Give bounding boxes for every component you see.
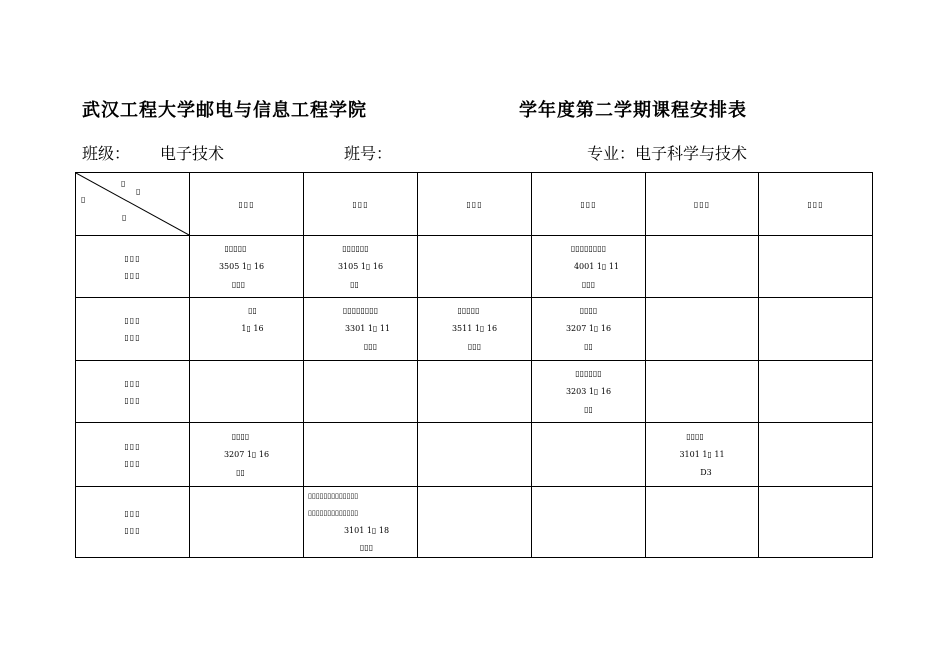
class-number-label: 班号： [344,144,393,163]
day-header-2: ▯▯▯ [304,173,418,236]
course-teacher: ▯▯▯ [363,342,378,351]
period-cell [76,298,190,361]
table-row [76,361,873,423]
class-value: 电子技术 [160,144,225,163]
course-cell [759,487,873,558]
course-cell [418,236,532,298]
school-title: 武汉工程大学邮电与信息工程学院 [82,100,367,121]
course-cell [532,361,646,423]
course-cell [304,487,418,558]
course-cell [304,236,418,298]
course-room-weeks: 3207 1▯ 16 [565,324,612,333]
course-cell [759,298,873,361]
course-cell [418,423,532,487]
course-cell [304,298,418,361]
course-name: ▯▯▯▯▯▯▯▯ [342,306,379,315]
table-row [76,423,873,487]
period-line: ▯▯▯ [124,333,141,342]
course-name: ▯▯▯▯▯▯▯▯ [570,243,607,253]
course-name: ▯▯▯▯ [686,431,704,441]
table-row [76,236,873,298]
course-cell [759,423,873,487]
period-cell [76,361,190,423]
period-line: ▯▯▯ [124,509,141,518]
table-row [76,487,873,558]
course-teacher: D3 [700,467,712,477]
course-name: ▯▯▯▯▯▯▯▯▯▯▯▯▯ [308,492,359,500]
course-teacher: ▯▯ [584,342,593,351]
course-cell [646,298,759,361]
course-cell [646,487,759,558]
course-cell [190,298,304,361]
period-line: ▯▯▯ [124,378,141,388]
course-name: ▯▯▯▯▯ [457,306,480,315]
course-room-weeks: 3105 1▯ 16 [337,261,384,271]
course-room-weeks: 3207 1▯ 16 [223,449,270,459]
course-cell [532,487,646,558]
course-name: ▯▯▯▯ [231,431,250,441]
term-title: 学年度第二学期课程安排表 [519,100,747,121]
day-header-1: ▯▯▯ [190,173,304,236]
course-cell [190,487,304,558]
period-line: ▯▯▯ [124,441,141,451]
period-line: ▯▯▯ [124,316,141,325]
day-header-6: ▯▯▯ [759,173,873,236]
course-teacher: ▯▯▯ [467,342,482,351]
corner-label-top: ▯ [121,179,126,188]
period-line: ▯▯▯ [124,253,141,263]
period-line: ▯▯▯ [124,270,141,280]
course-cell [646,236,759,298]
course-cell [532,236,646,298]
header-row [76,173,873,236]
course-cell [304,361,418,423]
class-label: 班级： [82,144,131,163]
course-cell [304,423,418,487]
course-cell [759,361,873,423]
course-cell [418,361,532,423]
course-room-weeks: 3101 1▯ 18 [343,526,390,535]
course-cell [190,361,304,423]
period-cell [76,487,190,558]
day-header-3: ▯▯▯ [418,173,532,236]
course-name: ▯▯▯▯▯ [224,243,247,253]
course-cell [190,423,304,487]
diagonal-line [76,173,189,235]
course-teacher: ▯▯ [236,467,245,477]
corner-cell [76,173,190,236]
day-header-4: ▯▯▯ [532,173,646,236]
course-room-weeks: 3301 1▯ 11 [344,324,391,333]
course-name-continued: ▯▯▯▯▯▯▯▯▯▯▯▯▯ [308,509,359,517]
course-cell [418,298,532,361]
course-cell [532,298,646,361]
major-label: 专业：电子科学与技术 [587,144,748,163]
course-name: ▯▯▯▯▯▯ [342,243,369,253]
course-name: ▯▯▯▯▯▯ [575,369,602,378]
course-teacher: ▯▯▯ [581,279,596,289]
course-name: ▯▯ [248,306,257,315]
course-name: ▯▯▯▯ [579,306,598,315]
course-room-weeks: 1▯ 16 [241,324,264,333]
table-row [76,298,873,361]
course-teacher: ▯▯▯ [231,279,246,289]
course-cell [418,487,532,558]
course-cell [646,361,759,423]
corner-label-left: ▯ [81,195,86,204]
day-header-5: ▯▯▯ [646,173,759,236]
period-line: ▯▯▯ [124,458,141,468]
course-room-weeks: 3505 1▯ 16 [218,261,265,271]
course-teacher: ▯▯ [350,279,359,289]
course-cell [532,423,646,487]
period-line: ▯▯▯ [124,395,141,405]
period-cell [76,423,190,487]
corner-label-bottom: ▯ [122,213,127,222]
period-cell [76,236,190,298]
corner-label-right: ▯ [136,187,141,196]
course-room-weeks: 3203 1▯ 16 [565,387,612,396]
period-line: ▯▯▯ [124,526,141,535]
course-cell [190,236,304,298]
course-cell [646,423,759,487]
course-room-weeks: 3101 1▯ 11 [679,449,725,459]
course-room-weeks: 3511 1▯ 16 [451,324,498,333]
course-cell [759,236,873,298]
course-teacher: ▯▯▯ [359,543,374,552]
course-room-weeks: 4001 1▯ 11 [573,261,620,271]
course-teacher: ▯▯ [584,405,593,414]
schedule-table [75,172,873,558]
